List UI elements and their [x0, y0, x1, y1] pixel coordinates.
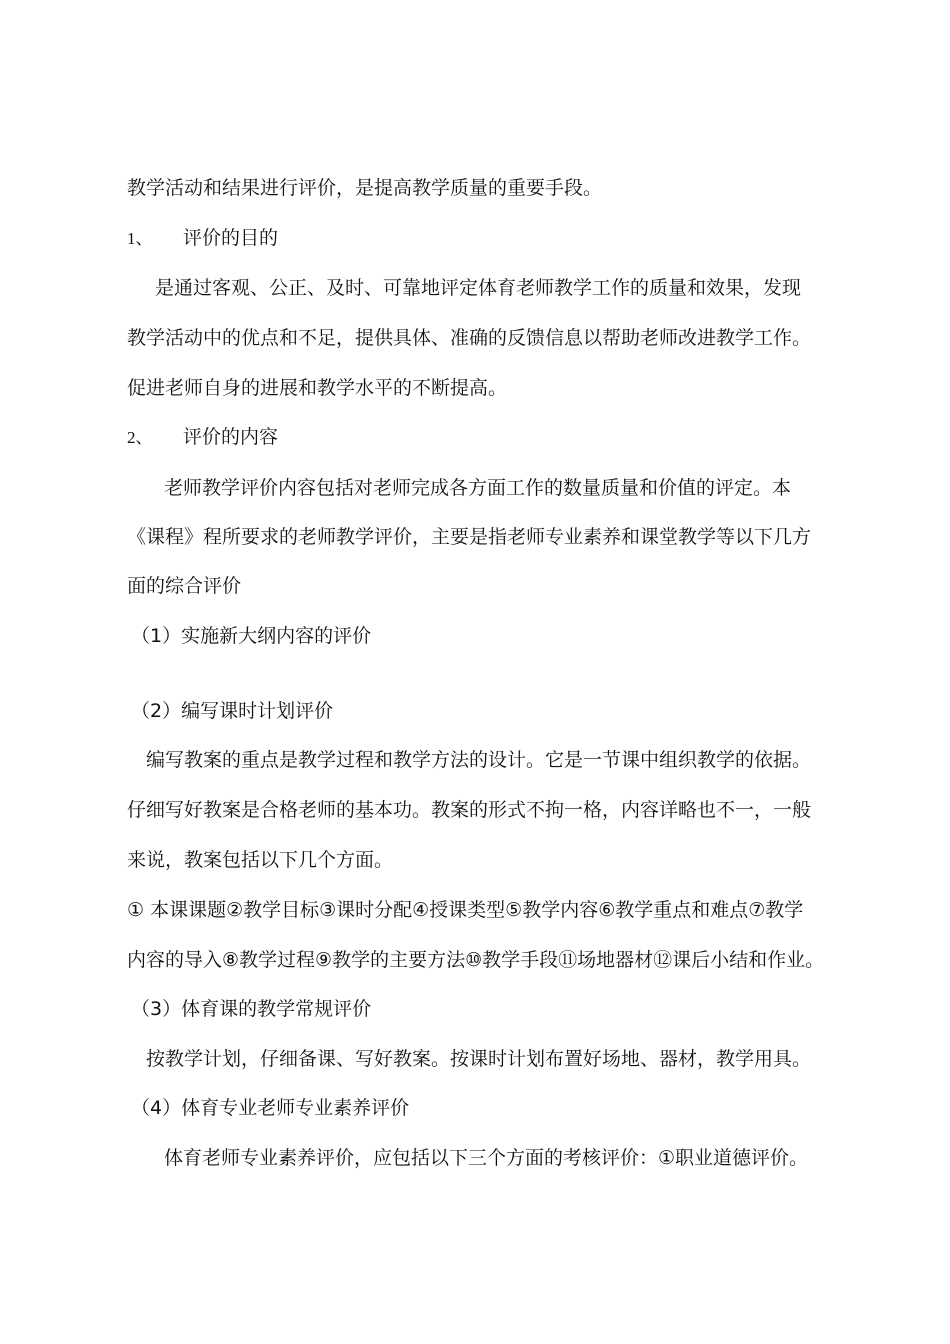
paragraph-line: 按教学计划，仔细备课、写好教案。按课时计划布置好场地、器材，教学用具。 — [146, 1048, 812, 1070]
paragraph-line: 体育老师专业素养评价，应包括以下三个方面的考核评价：①职业道德评价。 — [164, 1147, 809, 1169]
subheading: （3）体育课的教学常规评价 — [131, 998, 372, 1020]
section-heading-1 — [127, 226, 278, 251]
paragraph-line: 促进老师自身的进展和教学水平的不断提高。 — [127, 377, 508, 399]
subheading: （1）实施新大纲内容的评价 — [131, 625, 372, 647]
subheading: （4）体育专业老师专业素养评价 — [131, 1097, 410, 1119]
paragraph-line: ① 本课课题②教学目标③课时分配④授课类型⑤教学内容⑥教学重点和难点⑦教学 — [127, 899, 804, 921]
paragraph-line: 《课程》程所要求的老师教学评价，主要是指老师专业素养和课堂教学等以下几方 — [127, 526, 812, 548]
paragraph-line: 内容的导入⑧教学过程⑨教学的主要方法⑩教学手段⑪场地器材⑫课后小结和作业。 — [127, 949, 825, 971]
section-number: 2、 — [127, 428, 153, 447]
paragraph-line: 仔细写好教案是合格老师的基本功。教案的形式不拘一格，内容详略也不一，一般 — [127, 799, 812, 821]
subheading: （2）编写课时计划评价 — [131, 700, 334, 722]
paragraph-line: 面的综合评价 — [127, 575, 242, 597]
section-title: 评价的目的 — [183, 227, 279, 249]
section-number: 1、 — [127, 229, 153, 248]
paragraph-line: 教学活动中的优点和不足，提供具体、准确的反馈信息以帮助老师改进教学工作。 — [127, 327, 812, 349]
paragraph-line: 教学活动和结果进行评价，是提高教学质量的重要手段。 — [127, 177, 603, 199]
section-heading-2 — [127, 425, 278, 450]
paragraph-line: 来说，教案包括以下几个方面。 — [127, 849, 394, 871]
paragraph-line: 老师教学评价内容包括对老师完成各方面工作的数量质量和价值的评定。本 — [164, 477, 792, 499]
section-title: 评价的内容 — [183, 426, 279, 448]
paragraph-line: 是通过客观、公正、及时、可靠地评定体育老师教学工作的质量和效果，发现 — [155, 277, 802, 299]
paragraph-line: 编写教案的重点是教学过程和教学方法的设计。它是一节课中组织教学的依据。 — [146, 749, 812, 771]
